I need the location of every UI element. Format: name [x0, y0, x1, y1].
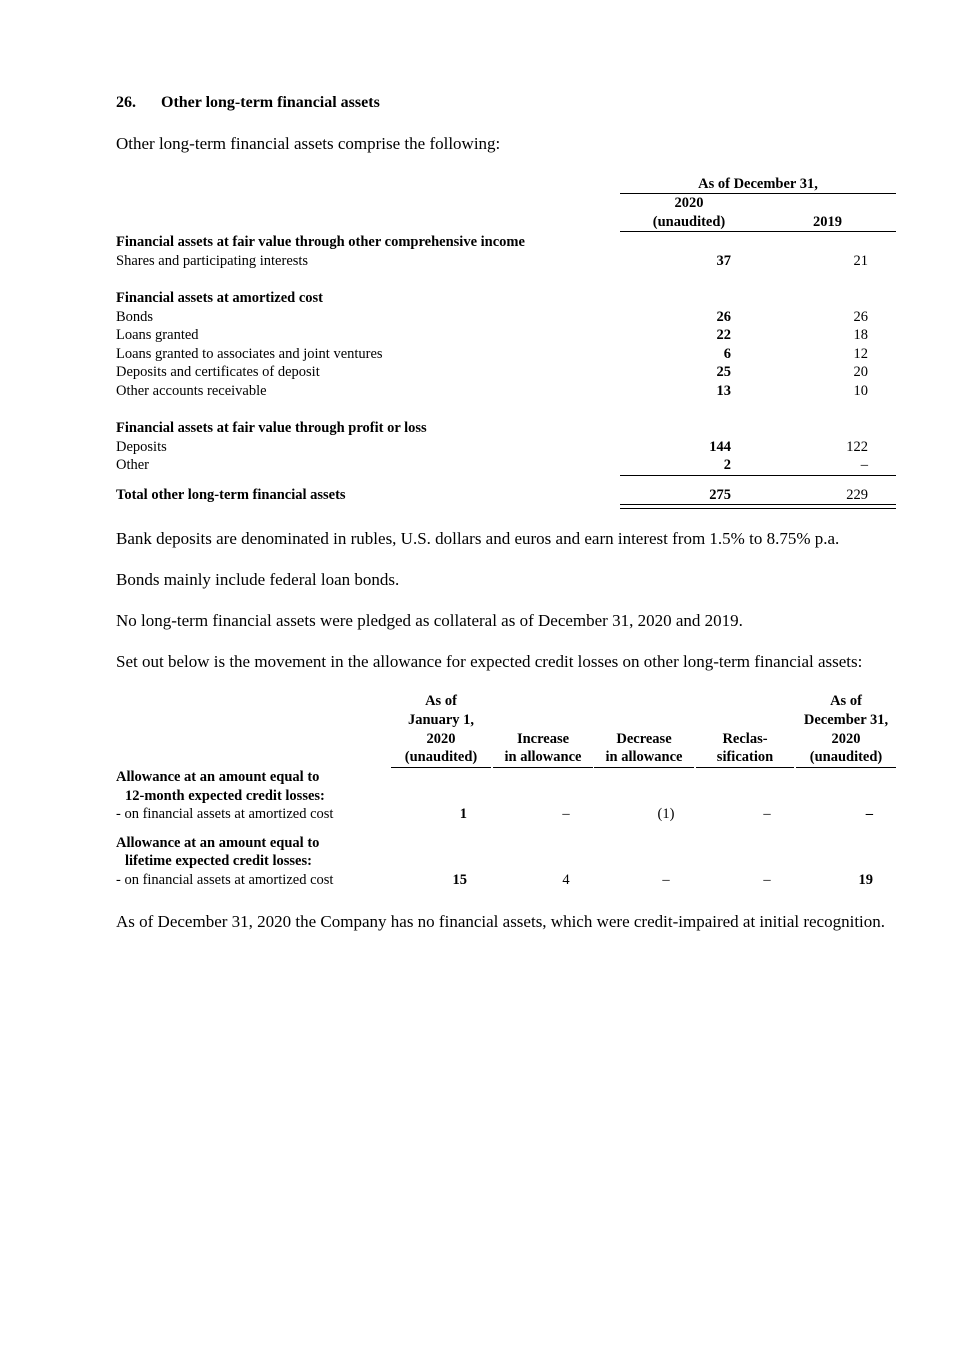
- value-2019: 18: [853, 327, 868, 343]
- value-2020: 13: [716, 383, 731, 399]
- col-header: December 31,: [803, 712, 889, 728]
- group-heading: Allowance at an amount equal to: [116, 769, 320, 785]
- value-increase: 4: [562, 872, 570, 888]
- row-label: - on financial assets at amortized cost: [116, 806, 334, 822]
- section-heading: Financial assets at amortized cost: [116, 290, 323, 306]
- value-2020: 144: [709, 439, 731, 455]
- col-2020-year: 2020: [674, 195, 704, 211]
- value-2020: 6: [723, 346, 731, 362]
- col-header: 2020: [426, 731, 456, 747]
- paragraph-allowance-intro: Set out below is the movement in the allowance for expected credit losses on other long-term financial assets:: [116, 652, 863, 671]
- col-header: (unaudited): [404, 749, 478, 765]
- paragraph-collateral: No long-term financial assets were pledged as collateral as of December 31, 2020 and 2019.: [116, 611, 743, 630]
- row-label: - on financial assets at amortized cost: [116, 872, 334, 888]
- row-label: Other: [116, 457, 150, 473]
- header-rule: [620, 231, 896, 232]
- row-label: Loans granted to associates and joint ventures: [116, 346, 383, 362]
- value-2020: 26: [716, 309, 731, 325]
- value-2019: 20: [853, 364, 868, 380]
- header-rule: [594, 767, 694, 768]
- col-header: As of: [425, 693, 457, 709]
- header-rule: [796, 767, 896, 768]
- group-heading: lifetime expected credit losses:: [125, 853, 312, 869]
- value-2019: 21: [853, 253, 868, 269]
- group-heading: 12-month expected credit losses:: [125, 788, 325, 804]
- header-rule: [391, 767, 491, 768]
- value-2020: 22: [716, 327, 731, 343]
- row-label: Other accounts receivable: [116, 383, 267, 399]
- col-header: in allowance: [504, 749, 582, 765]
- section-number: 26.: [116, 94, 136, 111]
- value-2020: 25: [716, 364, 731, 380]
- col-header: As of: [830, 693, 862, 709]
- value-dec: –: [865, 806, 873, 822]
- value-increase: –: [562, 806, 570, 822]
- value-2020: 37: [716, 253, 731, 269]
- row-label: Loans granted: [116, 327, 199, 343]
- col-header: (unaudited): [809, 749, 883, 765]
- group-header-rule: [620, 193, 896, 194]
- total-label: Total other long-term financial assets: [116, 487, 346, 503]
- row-label: Deposits: [116, 439, 167, 455]
- intro-paragraph: Other long-term financial assets comprise the following:: [116, 134, 501, 153]
- subtotal-rule: [620, 475, 896, 476]
- section-heading: Financial assets at fair value through profit or loss: [116, 420, 427, 436]
- total-2020: 275: [709, 487, 731, 503]
- value-2019: 122: [846, 439, 868, 455]
- row-label: Shares and participating interests: [116, 253, 309, 269]
- col-header: Increase: [516, 731, 570, 747]
- col-header: 2020: [831, 731, 861, 747]
- value-decrease: –: [662, 872, 670, 888]
- section-heading: Financial assets at fair value through other comprehensive income: [116, 234, 525, 250]
- group-header: As of December 31,: [698, 176, 818, 192]
- value-reclass: –: [763, 872, 771, 888]
- paragraph-credit-impaired: As of December 31, 2020 the Company has no financial assets, which were credit-impaired at initial recognition.: [116, 912, 886, 931]
- col-2020-unaudited: (unaudited): [652, 214, 726, 230]
- value-jan: 1: [459, 806, 467, 822]
- row-label: Bonds: [116, 309, 154, 325]
- value-dec: 19: [858, 872, 873, 888]
- paragraph-bonds: Bonds mainly include federal loan bonds.: [116, 570, 400, 589]
- col-header: January 1,: [407, 712, 475, 728]
- value-jan: 15: [452, 872, 467, 888]
- value-reclass: –: [763, 806, 771, 822]
- paragraph-bank-deposits: Bank deposits are denominated in rubles, U.S. dollars and euros and earn interest from 1.5% to 8.75% p.a.: [116, 529, 840, 548]
- header-rule: [696, 767, 794, 768]
- section-title: Other long-term financial assets: [161, 94, 380, 111]
- value-2019: 10: [853, 383, 868, 399]
- value-decrease: (1): [657, 806, 675, 822]
- col-header: Decrease: [616, 731, 672, 747]
- group-heading: Allowance at an amount equal to: [116, 835, 320, 851]
- col-header: Reclas-: [722, 731, 768, 747]
- total-2019: 229: [846, 487, 868, 503]
- total-double-rule: [620, 504, 896, 509]
- value-2019: 12: [853, 346, 868, 362]
- row-label: Deposits and certificates of deposit: [116, 364, 320, 380]
- col-header: sification: [716, 749, 774, 765]
- value-2019: –: [860, 457, 868, 473]
- header-rule: [493, 767, 593, 768]
- col-header: in allowance: [605, 749, 683, 765]
- value-2020: 2: [723, 457, 731, 473]
- col-2019: 2019: [813, 214, 842, 230]
- value-2019: 26: [853, 309, 868, 325]
